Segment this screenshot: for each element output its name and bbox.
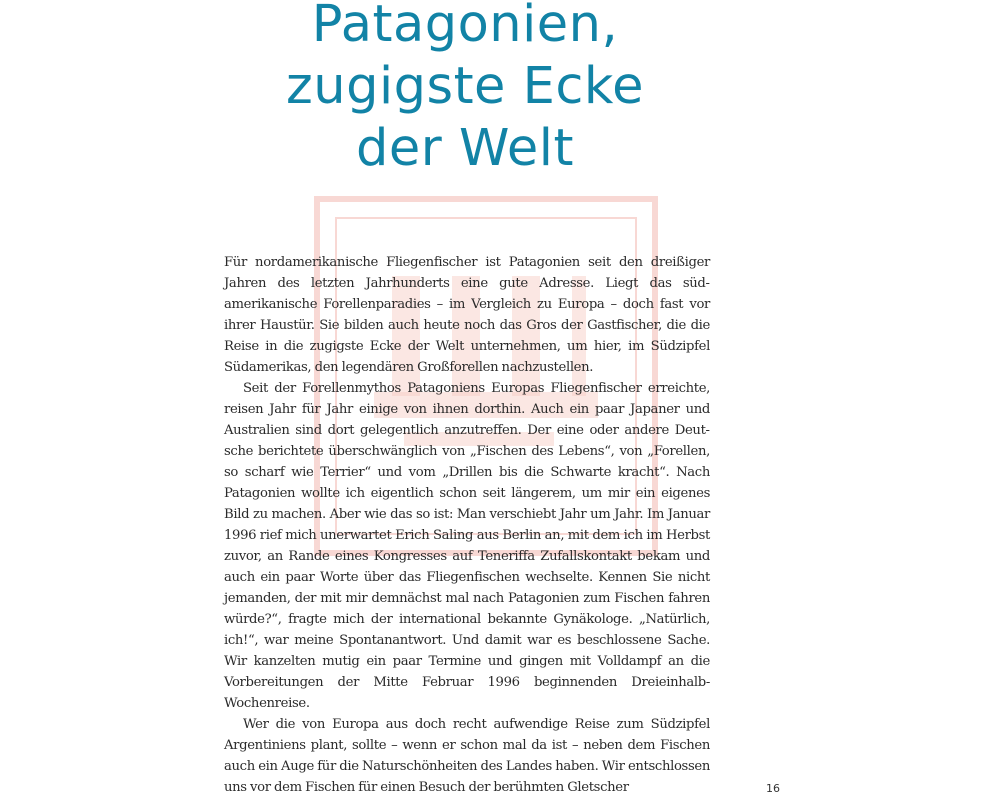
body-text: [224, 252, 710, 798]
chapter-title-line-3: der Welt: [356, 119, 574, 178]
chapter-title-line-2: zugigste Ecke: [285, 57, 645, 116]
paragraph-2: Seit der Forellenmythos Patagoniens Europas Fliegenfischer erreichte, reisen Jahr für Jahr einige von ihnen dorthin. Auch ein paar Japaner und Australien sind dort gelegentlich anzutreffen. Der eine oder andere Deutsche berichtete überschwänglich von „Fischen des Lebens“, von „Forellen, so scharf wie Terrier“ und vom „Drillen bis die Schwarte kracht“. Nach Patagonien wollte ich eigentlich schon seit längerem, um mir ein eigenes Bild zu machen. Aber wie das so ist: Man verschiebt Jahr um Jahr. Im Januar 1996 rief mich unerwartet Erich Saling aus Berlin an, mit dem ich im Herbst zuvor, an Rande eines Kongresses auf Teneriffa Zufallskontakt bekam und auch ein paar Worte über das Fliegenfischen wechselte. Kennen Sie nicht jemanden, der mit mir demnächst mal nach Patagonien zum Fischen fahren würde?“, fragte mich der international bekannte Gynäkologe. „Natürlich, ich!“, war meine Spontanantwort. Und damit war es beschlossene Sache. Wir kanzelten mutig ein paar Termine und gingen mit Volldampf an die Vorbereitungen der Mitte Februar 1996 beginnenden Dreieinhalb-Wochenreise.: [224, 381, 710, 711]
paragraph-3: Wer die von Europa aus doch recht aufwendige Reise zum Südzipfel Argentiniens plant, sollte – wenn er schon mal da ist – neben dem Fischen auch ein Auge für die Naturschönheiten des Landes haben. Wir entschlossen uns vor dem Fischen für einen Besuch der berühmten Gletscher: [224, 717, 710, 795]
chapter-title: [230, 0, 700, 180]
chapter-title-line-1: Patagonien,: [311, 0, 619, 54]
page-number: 16: [766, 782, 780, 795]
paragraph-1: Für nordamerikanische Fliegenfischer ist Patagonien seit den dreißiger Jahren des letzten Jahrhunderts eine gute Adresse. Liegt das südamerikanische Forellenparadies – im Vergleich zu Europa – doch fast vor ihrer Haustür. Sie bilden auch heute noch das Gros der Gastfischer, die die Reise in die zugigste Ecke der Welt unternehmen, um hier, im Südzipfel Südamerikas, den legendären Großforellen nachzustellen.: [224, 255, 710, 375]
